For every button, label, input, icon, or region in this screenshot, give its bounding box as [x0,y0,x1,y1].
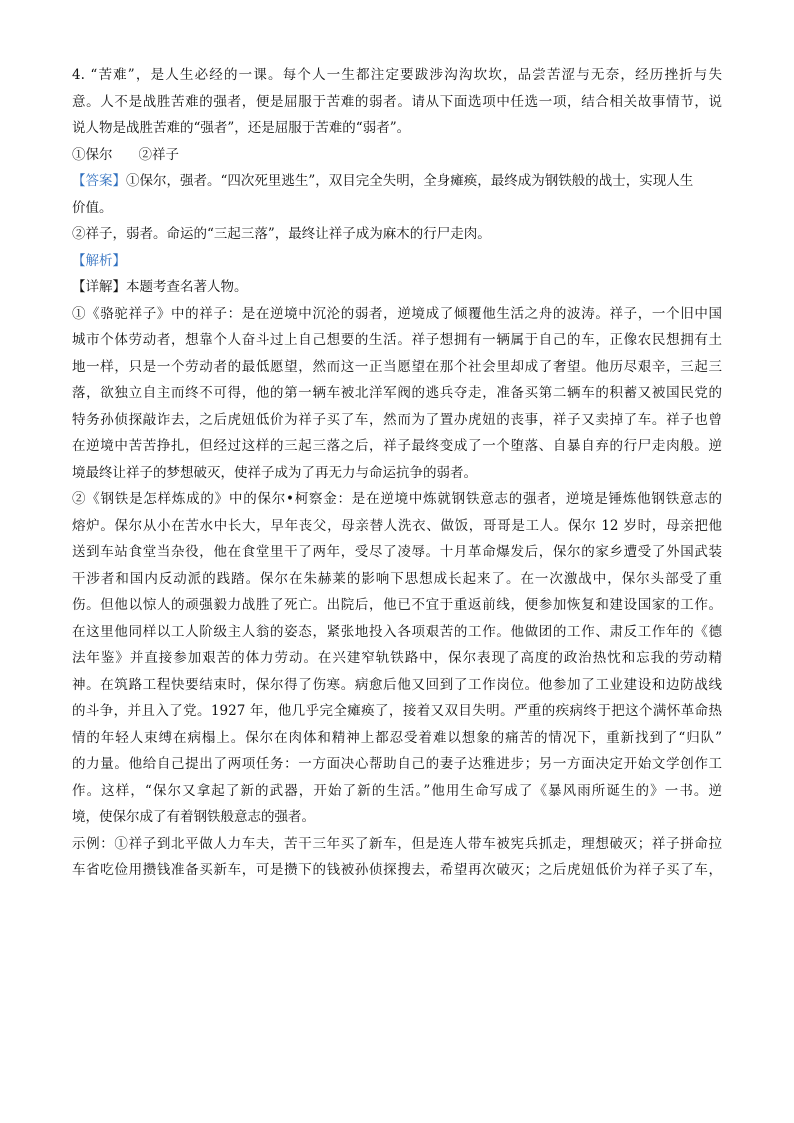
analysis-heading [72,248,722,275]
analysis-line: 示例：①祥子到北平做人力车夫，苦干三年买了新车，但是连人带车被宪兵抓走，理想破灭；祥子拼命拉 [72,835,722,852]
analysis-line: ①《骆驼祥子》中的祥子：是在逆境中沉沦的弱者，逆境成了倾覆他生活之舟的波涛。祥子，一个旧中国 [72,305,722,322]
analysis-line: 城市个体劳动者，想靠个人奋斗过上自己想要的生活。祥子想拥有一辆属于自己的车，正像农民想拥有土 [72,332,722,348]
analysis-line: 送到车站食堂当杂役，他在食堂里干了两年，受尽了凌辱。十月革命爆发后，保尔的家乡遭受了外国武装 [72,544,722,560]
option-baoer: ①保尔 [72,146,113,163]
analysis-line: 车省吃俭用攒钱准备买新车，可是攒下的钱被孙侦探搜去，希望再次破灭；之后虎妞低价为祥子买了车， [72,862,722,878]
analysis-line: 落，欲独立自主而终不可得，他的第一辆车被北洋军阀的逃兵夺走，准备买第二辆车的积蓄又被国民党的 [72,385,722,401]
question-line-2: 意。人不是战胜苦难的强者，便是屈服于苦难的弱者。请从下面选项中任选一项，结合相关故事情节，说 [72,93,722,110]
answer-line-3: ②祥子，弱者。命运的“三起三落”，最终让祥子成为麻木的行尸走肉。 [72,226,491,242]
document-page [72,62,722,884]
analysis-line: 在逆境中苦苦挣扎，但经过这样的三起三落之后，祥子最终变成了一个堕落、自暴自弃的行尸走肉般。逆 [72,438,722,454]
question-line-3: 说人物是战胜苦难的“强者”，还是屈服于苦难的“弱者”。 [72,120,411,136]
analysis-line: 法年鉴》并直接参加艰苦的体力劳动。在兴建窄轨铁路中，保尔表现了高度的政治热忱和忘我的劳动精 [72,650,722,666]
analysis-line: 地一样，只是一个劳动者的最低愿望，然而这一正当愿望在那个社会里却成了奢望。他历尽艰辛，三起三 [72,358,722,375]
answer-text: ①保尔，强者。“四次死里逃生”，双目完全失明，全身瘫痪，最终成为钢铁般的战士，实现人生 [126,173,694,189]
analysis-line: 伤。但他以惊人的顽强毅力战胜了死亡。出院后，他已不宜于重返前线，便参加恢复和建设国家的工作。 [72,597,722,613]
analysis-line: 在这里他同样以工人阶级主人翁的姿态，紧张地投入各项艰苦的工作。他做团的工作、肃反工作年的《德 [72,623,722,640]
analysis-line: 特务孙侦探敲诈去，之后虎妞低价为祥子买了车，然而为了置办虎妞的丧事，祥子又卖掉了车。祥子也曾 [72,411,722,428]
analysis-line: 情的年轻人束缚在病榻上。保尔在肉体和精神上都忍受着难以想象的痛苦的情况下，重新找到了“归队” [72,729,722,746]
option-xiangzi: ②祥子 [138,146,179,163]
analysis-line: 作。这样，“保尔又拿起了新的武器，开始了新的生活。”他用生命写成了《暴风雨所诞生的》一书。逆 [72,782,722,799]
analysis-tag: 【解析】 [72,252,126,269]
analysis-line: 熔炉。保尔从小在苦水中长大，早年丧父，母亲替人洗衣、做饭，哥哥是工人。保尔 12 岁时，母亲把他 [72,517,722,534]
answer-line-1 [72,168,722,195]
analysis-line: 的力量。他给自己提出了两项任务：一方面决心帮助自己的妻子达雅进步；另一方面决定开始文学创作工 [72,756,722,772]
question-line-1: 4. “苦难”，是人生必经的一课。每个人一生都注定要跋涉沟沟坎坎，品尝苦涩与无奈，经历挫折与失 [72,67,722,83]
analysis-line: 境最终让祥子的梦想破灭，使祥子成为了再无力与命运抗争的弱者。 [72,464,477,481]
answer-tag: 【答案】 [72,173,126,189]
analysis-line: 神。在筑路工程快要结束时，保尔得了伤寒。病愈后他又回到了工作岗位。他参加了工业建设和边防战线 [72,676,722,693]
answer-line-2: 价值。 [72,199,113,216]
question-options [72,142,722,169]
analysis-line: 境，使保尔成了有着钢铁般意志的强者。 [72,809,315,825]
analysis-line: 干涉者和国内反动派的践踏。保尔在朱赫莱的影响下思想成长起来了。在一次激战中，保尔头部受了重 [72,570,722,587]
analysis-line: ②《钢铁是怎样炼成的》中的保尔•柯察金：是在逆境中炼就钢铁意志的强者，逆境是锤炼他钢铁意志的 [72,491,722,507]
analysis-line: 的斗争，并且入了党。1927 年，他几乎完全瘫痪了，接着又双目失明。严重的疾病终于把这个满怀革命热 [72,703,722,719]
analysis-line: 【详解】本题考查名著人物。 [72,279,248,295]
